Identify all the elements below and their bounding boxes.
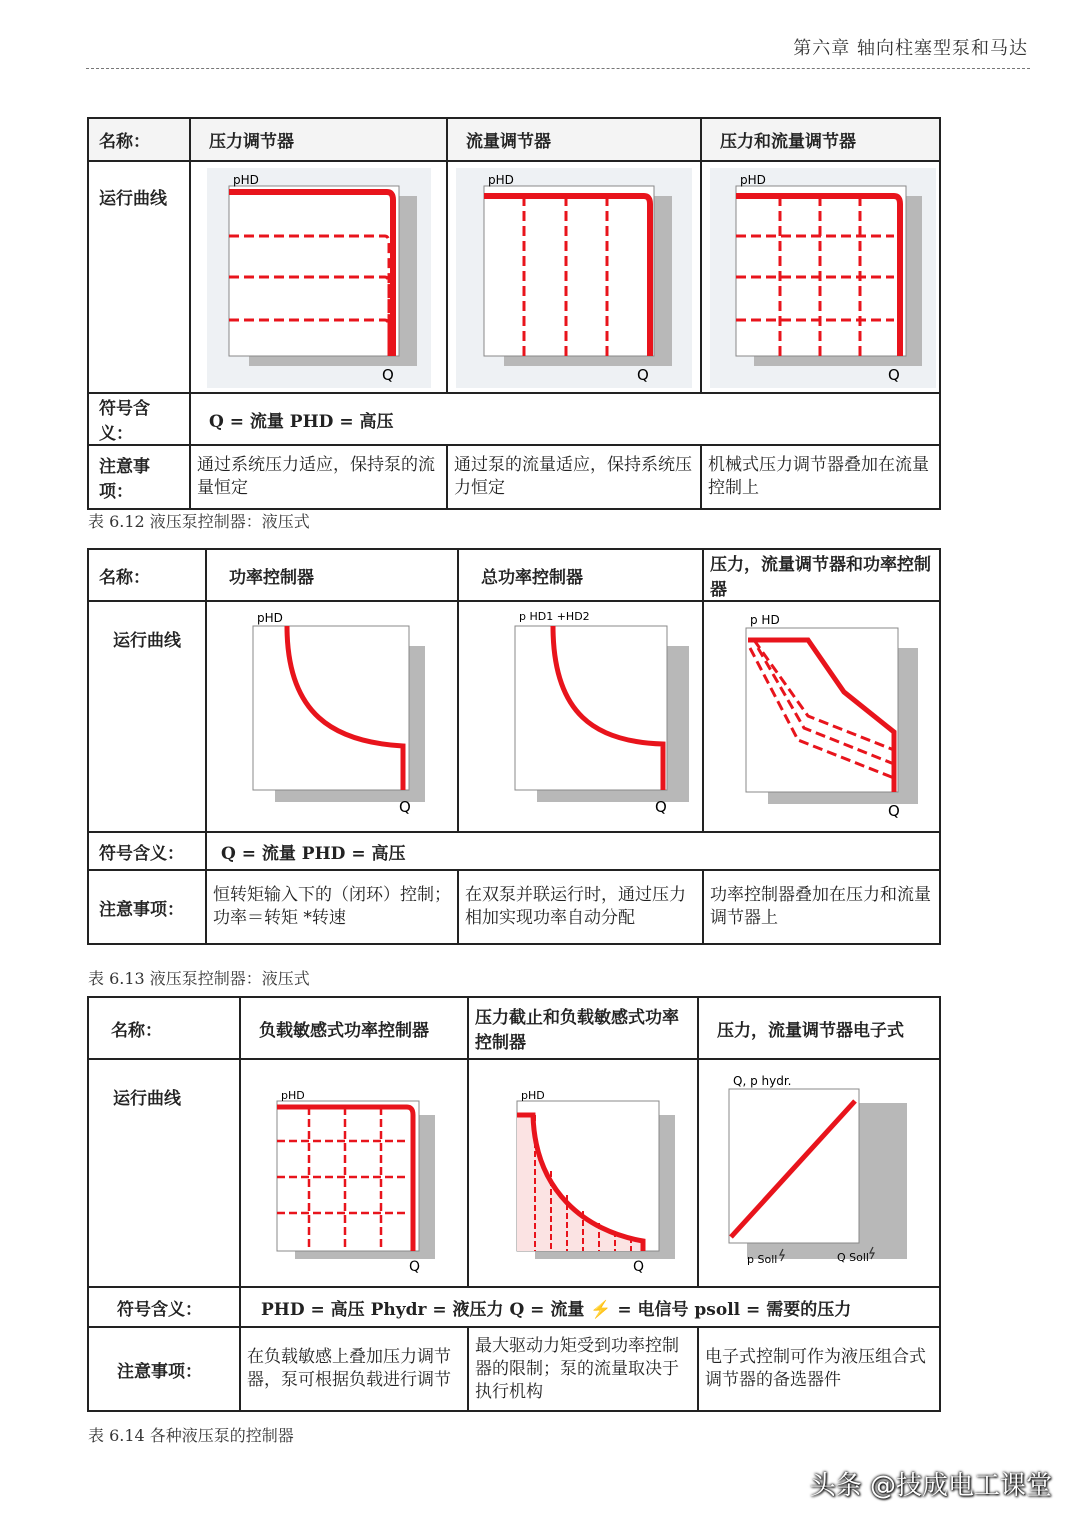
- curve-cell: [240, 1059, 468, 1287]
- note-text: 通过系统压力适应，保持泵的流量恒定: [190, 445, 447, 509]
- symbol-label: 符号含义：: [88, 1287, 240, 1327]
- axis-label-q: Q: [637, 366, 649, 384]
- curve-cell: [468, 1059, 698, 1287]
- axis-label-qsoll: Q Soll: [837, 1251, 869, 1264]
- note-label: 注意事项：: [88, 445, 190, 509]
- axis-label-p: pHD: [740, 173, 766, 187]
- axis-label-q: Q: [409, 1259, 421, 1275]
- note-text: 通过泵的流量适应，保持系统压力恒定: [447, 445, 701, 509]
- pressure-flow-regulator-curve: [708, 164, 938, 390]
- curve-cell: [698, 1059, 940, 1287]
- curve-label: 运行曲线: [88, 601, 206, 832]
- curve-label: 运行曲线: [88, 161, 190, 393]
- note-label: 注意事项：: [88, 870, 206, 944]
- note-text: 最大驱动力矩受到功率控制器的限制；泵的流量取决于执行机构: [468, 1327, 698, 1411]
- column-title: 压力，流量调节器和功率控制器: [703, 549, 940, 601]
- name-label: 名称：: [88, 997, 240, 1059]
- note-text: 在双泵并联运行时，通过压力相加实现功率自动分配: [458, 870, 703, 944]
- symbol-label: 符号含义：: [88, 832, 206, 870]
- controller-table-613: [87, 548, 941, 945]
- combined-controller-curve: [710, 604, 940, 830]
- curve-cell: [190, 161, 447, 393]
- column-title: 压力截止和负载敏感式功率控制器: [468, 997, 698, 1059]
- column-title: 压力调节器: [190, 118, 447, 161]
- symbol-meaning: PHD = 高压 Phydr = 液压力 Q = 流量 ⚡ = 电信号 psoll = 需要的压力: [240, 1287, 940, 1327]
- table-caption: 表 6.14 各种液压泵的控制器: [88, 1426, 294, 1445]
- axis-label-p: pHD: [488, 173, 514, 187]
- column-title: 流量调节器: [447, 118, 701, 161]
- table-caption: 表 6.12 液压泵控制器：液压式: [88, 512, 310, 531]
- axis-label-q: Q: [655, 797, 667, 816]
- name-label: 名称：: [88, 549, 206, 601]
- note-text: 功率控制器叠加在压力和流量调节器上: [703, 870, 940, 944]
- curve-cell: [701, 161, 940, 393]
- axis-label-q: Q: [399, 797, 411, 816]
- note-text: 电子式控制可作为液压组合式调节器的备选器件: [698, 1327, 940, 1411]
- column-title: 功率控制器: [206, 549, 458, 601]
- pressure-cutoff-curve: [475, 1061, 695, 1285]
- column-title: 总功率控制器: [458, 549, 703, 601]
- note-label: 注意事项：: [88, 1327, 240, 1411]
- axis-label-psoll: p Soll: [747, 1253, 778, 1266]
- symbol-meaning: Q = 流量 PHD = 高压: [206, 832, 940, 870]
- pressure-regulator-curve: [199, 164, 439, 390]
- axis-label-p: p HD: [750, 612, 780, 627]
- controller-table-612: [87, 117, 941, 510]
- note-text: 机械式压力调节器叠加在流量控制上: [701, 445, 940, 509]
- axis-label-p: pHD: [257, 610, 283, 625]
- load-sensing-power-curve: [247, 1061, 467, 1285]
- table-caption: 表 6.13 液压泵控制器：液压式: [88, 969, 310, 988]
- column-title: 负载敏感式功率控制器: [240, 997, 468, 1059]
- name-label: 名称：: [88, 118, 190, 161]
- symbol-label: 符号含义：: [88, 393, 190, 445]
- chapter-header: 第六章 轴向柱塞型泵和马达: [793, 38, 1028, 59]
- electronic-regulator-curve: [705, 1061, 935, 1285]
- symbol-meaning: Q = 流量 PHD = 高压: [190, 393, 940, 445]
- curve-cell: [703, 601, 940, 832]
- controller-table-614: [87, 996, 941, 1412]
- curve-cell: [447, 161, 701, 393]
- axis-label-q: Q: [381, 366, 394, 384]
- total-power-controller-curve: [465, 604, 705, 830]
- axis-label-p: pHD: [232, 173, 259, 187]
- column-title: 压力，流量调节器电子式: [698, 997, 940, 1059]
- axis-label-p: pHD: [521, 1089, 545, 1102]
- header-divider: [86, 68, 1030, 69]
- axis-label-q: Q: [633, 1259, 645, 1275]
- power-controller-curve: [213, 604, 453, 830]
- note-text: 在负载敏感上叠加压力调节器，泵可根据负载进行调节: [240, 1327, 468, 1411]
- axis-label-q: Q: [888, 366, 900, 384]
- axis-label-p: p HD1 +HD2: [519, 609, 590, 623]
- axis-label-qp: Q, p hydr.: [733, 1074, 792, 1088]
- flow-regulator-curve: [454, 164, 694, 390]
- watermark-text: 头条 @技成电工课堂: [809, 1471, 1052, 1501]
- axis-label-p: pHD: [281, 1089, 305, 1102]
- column-title: 压力和流量调节器: [701, 118, 940, 161]
- curve-cell: [458, 601, 703, 832]
- curve-label: 运行曲线: [88, 1059, 240, 1287]
- axis-label-q: Q: [888, 801, 900, 820]
- curve-cell: [206, 601, 458, 832]
- note-text: 恒转矩输入下的（闭环）控制；功率＝转矩 *转速: [206, 870, 458, 944]
